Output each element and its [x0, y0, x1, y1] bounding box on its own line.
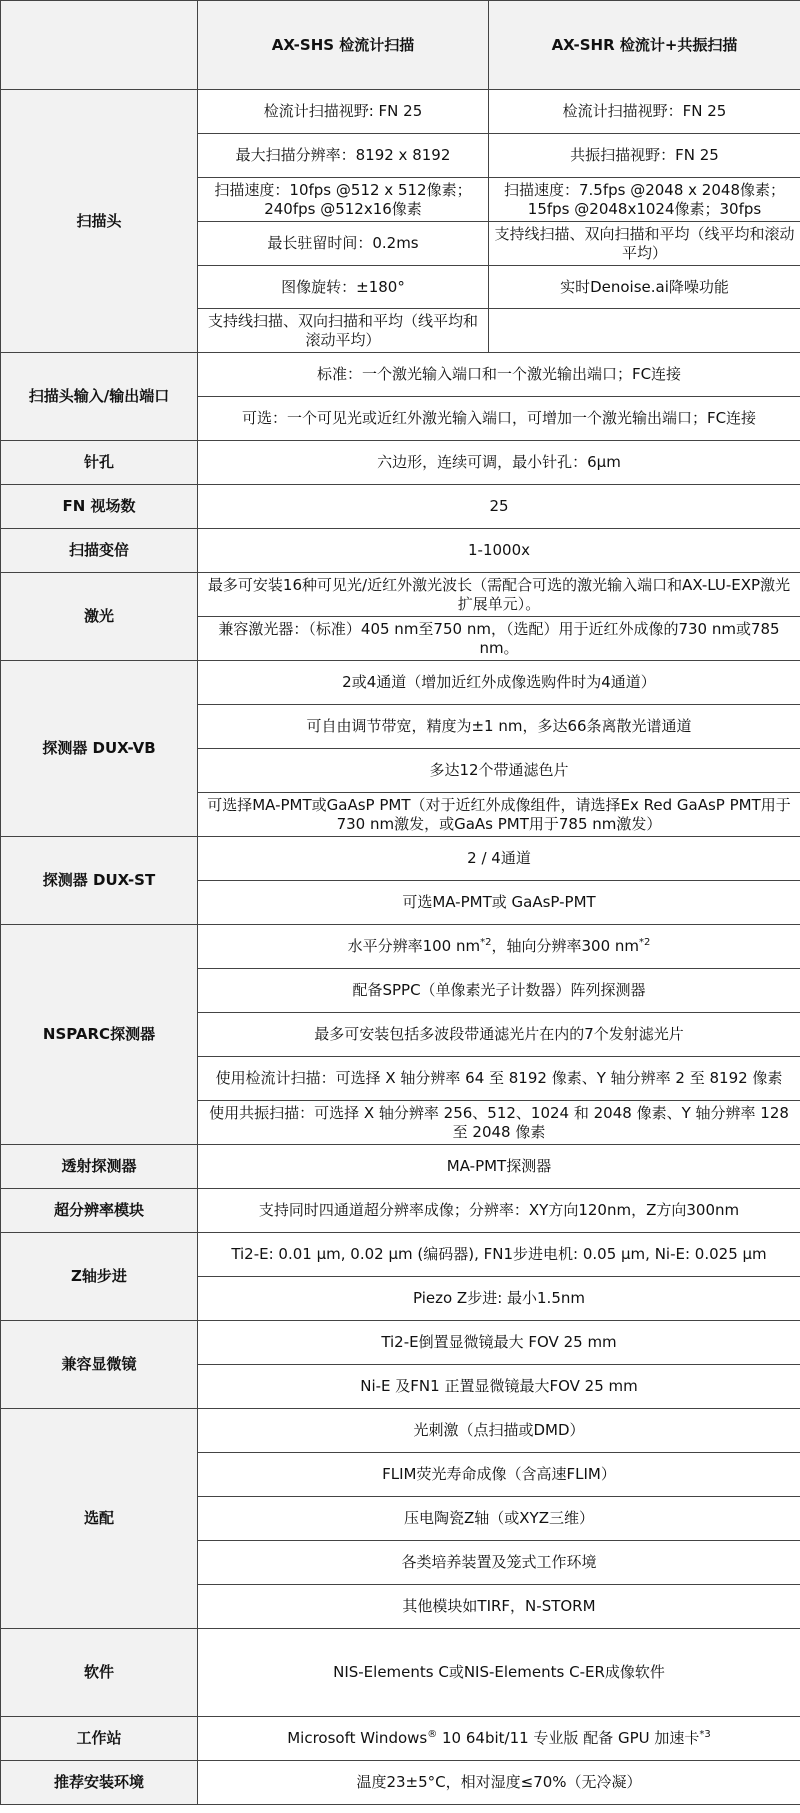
duxvb-cell: 可选择MA-PMT或GaAsP PMT（对于近红外成像组件，请选择Ex Red GaAsP PMT用于730 nm激发，或GaAs PMT用于785 nm激发） [198, 793, 800, 837]
footnote-mark: *3 [699, 1729, 711, 1741]
pinhole-value: 六边形，连续可调，最小针孔：6μm [198, 441, 800, 485]
microscope-label: 兼容显微镜 [1, 1321, 198, 1409]
zstep-label: Z轴步进 [1, 1233, 198, 1321]
workstation-label: 工作站 [1, 1717, 198, 1761]
shr-cell-empty [489, 309, 800, 353]
microscope-cell: Ti2-E倒置显微镜最大 FOV 25 mm [198, 1321, 800, 1365]
header-ax-shs: AX-SHS 检流计扫描 [198, 1, 489, 90]
env-label: 推荐安装环境 [1, 1761, 198, 1805]
nsparc-res-b: ，轴向分辨率300 nm [491, 937, 640, 956]
zstep-cell: Ti2-E: 0.01 μm, 0.02 μm (编码器), FN1步进电机: 0.05 μm, Ni-E: 0.025 μm [198, 1233, 800, 1277]
options-label: 选配 [1, 1409, 198, 1629]
env-value: 温度23±5°C，相对湿度≤70%（无冷凝） [198, 1761, 800, 1805]
zoom-label: 扫描变倍 [1, 529, 198, 573]
workstation-os: Microsoft Windows [287, 1729, 428, 1748]
fn-label: FN 视场数 [1, 485, 198, 529]
nsparc-cell: 最多可安装包括多波段带通滤光片在内的7个发射滤光片 [198, 1013, 800, 1057]
zoom-value: 1-1000x [198, 529, 800, 573]
software-label: 软件 [1, 1629, 198, 1717]
shr-cell: 共振扫描视野：FN 25 [489, 134, 800, 178]
nsparc-cell: 配备SPPC（单像素光子计数器）阵列探测器 [198, 969, 800, 1013]
workstation-spec: 10 64bit/11 专业版 配备 GPU 加速卡 [437, 1729, 700, 1748]
nsparc-res-a: 水平分辨率100 nm [347, 937, 481, 956]
footnote-mark: *2 [480, 937, 492, 949]
options-cell: 其他模块如TIRF，N-STORM [198, 1585, 800, 1629]
header-ax-shr: AX-SHR 检流计+共振扫描 [489, 1, 800, 90]
trans-label: 透射探测器 [1, 1145, 198, 1189]
options-cell: 压电陶瓷Z轴（或XYZ三维） [198, 1497, 800, 1541]
duxst-cell: 2 / 4通道 [198, 837, 800, 881]
pinhole-label: 针孔 [1, 441, 198, 485]
trans-value: MA-PMT探测器 [198, 1145, 800, 1189]
superres-label: 超分辨率模块 [1, 1189, 198, 1233]
superres-value: 支持同时四通道超分辨率成像；分辨率：XY方向120nm，Z方向300nm [198, 1189, 800, 1233]
footnote-mark: *2 [639, 937, 651, 949]
shs-cell: 扫描速度：10fps @512 x 512像素；240fps @512x16像素 [198, 178, 489, 222]
options-cell: FLIM荧光寿命成像（含高速FLIM） [198, 1453, 800, 1497]
workstation-value [198, 1717, 800, 1761]
shr-cell: 支持线扫描、双向扫描和平均（线平均和滚动平均） [489, 222, 800, 266]
duxvb-cell: 多达12个带通滤色片 [198, 749, 800, 793]
io-label: 扫描头输入/输出端口 [1, 353, 198, 441]
options-cell: 光刺激（点扫描或DMD） [198, 1409, 800, 1453]
shr-cell: 扫描速度：7.5fps @2048 x 2048像素；15fps @2048x1024像素；30fps [489, 178, 800, 222]
laser-cell: 最多可安装16种可见光/近红外激光波长（需配合可选的激光输入端口和AX-LU-EXP激光扩展单元）。 [198, 573, 800, 617]
io-standard: 标准：一个激光输入端口和一个激光输出端口；FC连接 [198, 353, 800, 397]
microscope-cell: Ni-E 及FN1 正置显微镜最大FOV 25 mm [198, 1365, 800, 1409]
shs-cell: 最长驻留时间：0.2ms [198, 222, 489, 266]
nsparc-cell: 使用检流计扫描：可选择 X 轴分辨率 64 至 8192 像素、Y 轴分辨率 2 至 8192 像素 [198, 1057, 800, 1101]
fn-value: 25 [198, 485, 800, 529]
duxvb-cell: 可自由调节带宽，精度为±1 nm，多达66条离散光谱通道 [198, 705, 800, 749]
software-value: NIS-Elements C或NIS-Elements C-ER成像软件 [198, 1629, 800, 1717]
shs-cell: 检流计扫描视野: FN 25 [198, 90, 489, 134]
duxst-cell: 可选MA-PMT或 GaAsP-PMT [198, 881, 800, 925]
options-cell: 各类培养装置及笼式工作环境 [198, 1541, 800, 1585]
duxvb-cell: 2或4通道（增加近红外成像选购件时为4通道） [198, 661, 800, 705]
nsparc-resolution [198, 925, 800, 969]
shs-cell: 最大扫描分辨率：8192 x 8192 [198, 134, 489, 178]
scanhead-label: 扫描头 [1, 90, 198, 353]
duxvb-label: 探测器 DUX-VB [1, 661, 198, 837]
laser-label: 激光 [1, 573, 198, 661]
header-row [1, 1, 800, 90]
duxst-label: 探测器 DUX-ST [1, 837, 198, 925]
shs-cell: 图像旋转：±180° [198, 266, 489, 309]
nsparc-label: NSPARC探测器 [1, 925, 198, 1145]
laser-cell: 兼容激光器：（标准）405 nm至750 nm，（选配）用于近红外成像的730 nm或785 nm。 [198, 617, 800, 661]
shr-cell: 检流计扫描视野：FN 25 [489, 90, 800, 134]
nsparc-cell: 使用共振扫描：可选择 X 轴分辨率 256、512、1024 和 2048 像素、Y 轴分辨率 128 至 2048 像素 [198, 1101, 800, 1145]
io-optional: 可选：一个可见光或近红外激光输入端口，可增加一个激光输出端口；FC连接 [198, 397, 800, 441]
shs-cell: 支持线扫描、双向扫描和平均（线平均和滚动平均） [198, 309, 489, 353]
shr-cell: 实时Denoise.ai降噪功能 [489, 266, 800, 309]
zstep-cell: Piezo Z步进: 最小1.5nm [198, 1277, 800, 1321]
registered-mark: ® [427, 1729, 438, 1741]
header-blank [1, 1, 198, 90]
